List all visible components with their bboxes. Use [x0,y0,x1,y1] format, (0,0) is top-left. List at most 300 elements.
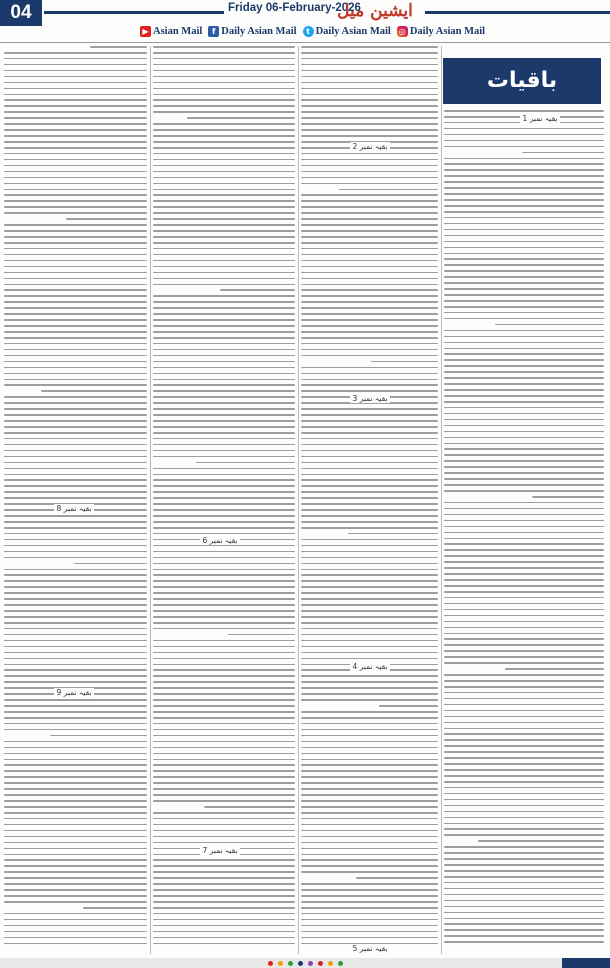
text-line [4,88,147,90]
text-line [301,260,438,262]
text-line [153,200,295,202]
text-line [301,212,438,214]
text-line [444,359,604,361]
text-line [301,349,438,351]
text-line [4,836,147,838]
text-lines [444,110,604,947]
text-line [153,230,295,232]
text-line [50,735,147,737]
text-line [444,633,604,635]
newspaper-logo: ایشین میل [337,1,413,21]
text-line [444,377,604,379]
text-line [4,289,147,291]
text-line [444,710,604,712]
text-line [301,355,438,357]
text-line [301,865,438,867]
text-lines [153,46,295,949]
text-line [301,574,438,576]
text-line [153,194,295,196]
text-line [153,503,295,505]
text-line [301,604,438,606]
text-line [301,895,438,897]
text-line [4,52,147,54]
text-line [444,894,604,896]
text-line [301,764,438,766]
social-twitter[interactable] [303,26,391,37]
text-line [4,343,147,345]
text-line [301,824,438,826]
text-line [301,527,438,529]
footer-dot [298,961,303,966]
text-line [444,627,604,629]
text-line [153,468,295,470]
text-line [153,52,295,54]
text-line [444,454,604,456]
text-line [4,123,147,125]
text-line [153,402,295,404]
text-line [153,687,295,689]
text-line [301,551,438,553]
text-line [153,925,295,927]
text-line [4,806,147,808]
text-line [4,82,147,84]
text-line [153,301,295,303]
text-line [301,883,438,885]
text-line [4,515,147,517]
column-2 [301,46,438,954]
text-line [444,241,604,243]
text-line [153,159,295,161]
text-line [301,753,438,755]
text-line [444,858,604,860]
text-line [301,854,438,856]
text-line [4,319,147,321]
text-line [153,266,295,268]
text-line [444,888,604,890]
text-line [301,289,438,291]
text-line [301,278,438,280]
text-line [4,260,147,262]
text-line [153,764,295,766]
text-line [444,383,604,385]
text-line [301,521,438,523]
text-line [153,153,295,155]
text-line [444,365,604,367]
header-rule-right [425,11,610,14]
text-line [4,58,147,60]
text-line [444,318,604,320]
text-line [444,181,604,183]
text-line [153,497,295,499]
text-line [4,705,147,707]
text-line [153,871,295,873]
youtube-icon: ▶ [140,26,151,37]
text-line [153,479,295,481]
text-line [301,622,438,624]
text-line [444,229,604,231]
text-line [444,585,604,587]
text-line [4,937,147,939]
text-line [301,871,438,873]
text-line [153,557,295,559]
text-line [301,105,438,107]
text-line [4,468,147,470]
text-line [153,384,295,386]
text-line [444,638,604,640]
instagram-icon: ◎ [397,26,408,37]
text-line [301,450,438,452]
text-line [153,165,295,167]
header-divider [0,42,610,43]
text-line [153,141,295,143]
text-line [444,353,604,355]
text-line [444,187,604,189]
text-line [444,615,604,617]
text-line [153,456,295,458]
text-line [4,717,147,719]
text-line [444,722,604,724]
text-line [153,278,295,280]
text-line [153,675,295,677]
text-line [444,514,604,516]
text-line [153,212,295,214]
text-line [301,717,438,719]
text-line [444,906,604,908]
text-line [196,462,295,464]
text-line [301,723,438,725]
footer-dot [328,961,333,966]
text-line [444,775,604,777]
text-line [4,646,147,648]
text-line [444,294,604,296]
text-line [301,254,438,256]
text-line [444,680,604,682]
text-line [301,741,438,743]
text-line [153,111,295,113]
text-line [153,580,295,582]
text-line [4,711,147,713]
text-line [301,788,438,790]
text-line [4,278,147,280]
text-line [4,747,147,749]
text-line [301,337,438,339]
text-line [153,390,295,392]
text-line [4,313,147,315]
text-line [153,943,295,945]
text-line [444,674,604,676]
text-line [444,532,604,534]
text-line [4,652,147,654]
text-line [4,569,147,571]
text-line [444,882,604,884]
text-line [444,413,604,415]
text-line [444,146,604,148]
text-line [301,640,438,642]
text-line [153,82,295,84]
text-line [301,759,438,761]
text-line [444,270,604,272]
text-line [4,610,147,612]
text-line [444,579,604,581]
text-line [444,929,604,931]
text-line [444,205,604,207]
text-line [301,919,438,921]
social-facebook[interactable] [208,26,296,37]
text-line [4,159,147,161]
text-line [444,543,604,545]
text-line [301,94,438,96]
continuation-heading: بقیہ نمبر 4 [350,662,390,671]
text-line [444,781,604,783]
text-line [444,935,604,937]
text-line [301,687,438,689]
text-line [153,859,295,861]
text-line [153,883,295,885]
text-line [153,325,295,327]
text-line [301,319,438,321]
text-line [444,834,604,836]
text-line [444,520,604,522]
text-line [153,284,295,286]
text-line [444,555,604,557]
text-line [153,711,295,713]
text-line [4,325,147,327]
text-line [153,658,295,660]
text-line [301,812,438,814]
column-divider [441,46,442,954]
text-line [4,462,147,464]
social-label: Daily Asian Mail [221,25,297,37]
social-youtube[interactable] [140,26,202,37]
page-number: 04 [0,0,42,26]
text-line [444,193,604,195]
text-line [444,704,604,706]
text-line [4,420,147,422]
text-line [153,183,295,185]
text-line [301,117,438,119]
text-line [4,236,147,238]
text-line [4,895,147,897]
text-line [444,306,604,308]
text-line [153,907,295,909]
text-line [153,865,295,867]
text-line [301,123,438,125]
footer-dot [288,961,293,966]
text-line [4,871,147,873]
text-line [153,94,295,96]
text-line [153,319,295,321]
text-line [4,782,147,784]
footer-dot [278,961,283,966]
text-line [301,770,438,772]
text-line [444,158,604,160]
text-line [444,763,604,765]
text-line [301,806,438,808]
text-line [4,699,147,701]
text-line [371,361,438,363]
text-line [444,110,604,112]
text-line [444,817,604,819]
text-line [444,811,604,813]
text-line [505,668,604,670]
text-line [444,745,604,747]
text-line [301,830,438,832]
text-line [4,284,147,286]
text-line [522,152,604,154]
masthead [0,0,610,44]
text-line [444,876,604,878]
text-line [4,331,147,333]
text-line [444,900,604,902]
text-line [153,396,295,398]
text-line [4,355,147,357]
text-line [153,88,295,90]
continuation-heading: بقیہ نمبر 5 [350,944,390,953]
text-line [41,390,147,392]
text-line [301,325,438,327]
text-line [153,877,295,879]
text-line [4,824,147,826]
text-line [444,751,604,753]
text-line [444,478,604,480]
text-line [301,693,438,695]
text-line [301,177,438,179]
text-line [301,913,438,915]
text-line [4,628,147,630]
text-line [153,343,295,345]
text-line [4,854,147,856]
continuation-heading: بقیہ نمبر 9 [54,688,94,697]
text-line [444,472,604,474]
text-line [444,573,604,575]
text-line [444,128,604,130]
text-line [444,716,604,718]
text-line [153,747,295,749]
text-line [444,923,604,925]
text-line [4,931,147,933]
column-4 [4,46,147,954]
text-line [153,842,295,844]
text-line [444,728,604,730]
text-line [301,598,438,600]
text-line [444,591,604,593]
text-line [4,408,147,410]
text-line [444,757,604,759]
text-line [4,70,147,72]
text-line [4,396,147,398]
text-line [4,794,147,796]
text-line [153,604,295,606]
text-line [4,664,147,666]
text-line [4,622,147,624]
text-line [153,616,295,618]
text-line [153,551,295,553]
text-line [153,753,295,755]
text-line [301,248,438,250]
text-line [153,105,295,107]
text-line [444,419,604,421]
text-line [444,609,604,611]
text-line [153,248,295,250]
text-line [301,384,438,386]
text-line [301,426,438,428]
text-line [301,230,438,232]
text-line [153,598,295,600]
text-line [301,901,438,903]
text-line [153,776,295,778]
text-line [153,681,295,683]
text-line [153,373,295,375]
text-line [4,485,147,487]
text-line [4,426,147,428]
text-line [153,693,295,695]
text-line [301,889,438,891]
text-line [444,567,604,569]
text-line [4,640,147,642]
text-line [301,735,438,737]
text-line [4,788,147,790]
text-line [153,741,295,743]
text-line [4,254,147,256]
footer-dot [308,961,313,966]
text-line [301,284,438,286]
text-line [153,426,295,428]
text-line [444,342,604,344]
text-line [153,444,295,446]
text-line [4,669,147,671]
text-line [4,842,147,844]
text-line [301,479,438,481]
text-line [153,521,295,523]
text-line [4,384,147,386]
text-line [4,111,147,113]
text-line [4,438,147,440]
text-line [4,883,147,885]
footer-dot [318,961,323,966]
text-line [301,295,438,297]
text-line [301,373,438,375]
text-line [66,218,148,220]
footer-band-right [562,958,610,968]
text-line [4,764,147,766]
issue-date: Friday 06-February-2026 [228,2,361,14]
text-line [444,134,604,136]
text-line [153,788,295,790]
text-line [4,474,147,476]
text-line [153,337,295,339]
text-line [4,830,147,832]
text-line [4,658,147,660]
social-instagram[interactable] [397,26,485,37]
text-line [153,147,295,149]
text-line [153,901,295,903]
text-line [301,545,438,547]
text-line [153,123,295,125]
text-line [301,503,438,505]
column-divider [150,46,151,954]
text-line [4,616,147,618]
text-line [4,206,147,208]
text-line [444,288,604,290]
text-line [444,312,604,314]
text-line [153,770,295,772]
text-line [153,129,295,131]
text-line [153,254,295,256]
text-lines [301,46,438,949]
text-line [444,276,604,278]
text-line [444,264,604,266]
social-label: Asian Mail [153,25,203,37]
